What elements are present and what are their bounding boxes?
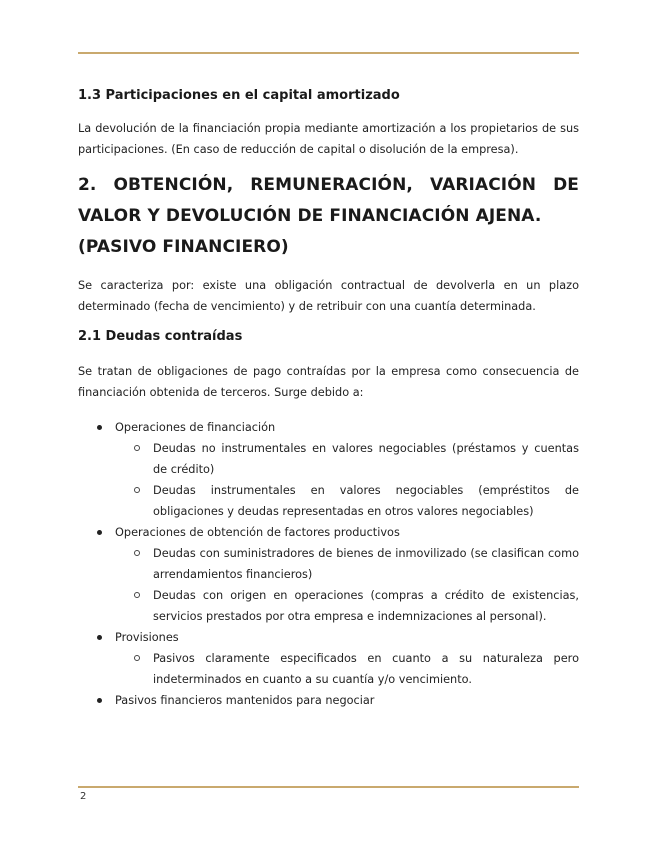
sub-list-item xyxy=(115,438,579,480)
sub-list-item xyxy=(115,648,579,690)
debt-origins-list xyxy=(78,417,579,711)
list-item-label: Provisiones xyxy=(115,631,179,644)
circle-bullet-icon xyxy=(134,550,140,556)
circle-bullet-icon xyxy=(134,655,140,661)
section-1-3-heading: 1.3 Participaciones en el capital amortizado xyxy=(78,88,400,103)
bullet-icon xyxy=(97,698,102,703)
list-item xyxy=(78,522,579,627)
bullet-icon xyxy=(97,635,102,640)
sub-list xyxy=(115,648,579,690)
section-2-heading xyxy=(78,170,579,263)
sub-list-item-text: Deudas con origen en operaciones (compras a crédito de existencias, servicios prestados por otra empresa e indemnizaciones al personal). xyxy=(153,589,579,623)
section-2-heading-main: 2. OBTENCIÓN, REMUNERACIÓN, VARIACIÓN DE VALOR Y DEVOLUCIÓN DE FINANCIACIÓN AJENA. xyxy=(78,175,579,226)
sub-list-item-text: Pasivos claramente especificados en cuanto a su naturaleza pero indeterminados en cuanto a su cuantía y/o vencimiento. xyxy=(153,652,579,686)
header-rule xyxy=(78,52,579,54)
sub-list-item xyxy=(115,543,579,585)
sub-list xyxy=(115,543,579,627)
list-item-label: Pasivos financieros mantenidos para negociar xyxy=(115,694,375,707)
section-2-1-heading: 2.1 Deudas contraídas xyxy=(78,329,243,344)
list-item-label: Operaciones de obtención de factores productivos xyxy=(115,526,400,539)
sub-list-item-text: Deudas con suministradores de bienes de inmovilizado (se clasifican como arrendamientos financieros) xyxy=(153,547,579,581)
bullet-icon xyxy=(97,530,102,535)
page-number: 2 xyxy=(80,791,87,802)
sub-list-item xyxy=(115,585,579,627)
bullet-icon xyxy=(97,425,102,430)
section-2-1-body: Se tratan de obligaciones de pago contraídas por la empresa como consecuencia de financiación obtenida de terceros. Surge debido a: xyxy=(78,365,579,399)
footer-rule xyxy=(78,786,579,788)
list-item xyxy=(78,627,579,690)
circle-bullet-icon xyxy=(134,592,140,598)
list-item xyxy=(78,417,579,522)
list-item xyxy=(78,690,579,711)
section-1-3-body: La devolución de la financiación propia mediante amortización a los propietarios de sus participaciones. (En caso de reducción de capital o disolución de la empresa). xyxy=(78,122,579,156)
sub-list-item-text: Deudas no instrumentales en valores negociables (préstamos y cuentas de crédito) xyxy=(153,442,579,476)
page-content xyxy=(78,86,579,711)
section-2-body: Se caracteriza por: existe una obligación contractual de devolverla en un plazo determinado (fecha de vencimiento) y de retribuir con una cuantía determinada. xyxy=(78,279,579,313)
sub-list-item-text: Deudas instrumentales en valores negociables (empréstitos de obligaciones y deudas representadas en otros valores negociables) xyxy=(153,484,579,518)
section-2-heading-sub: (PASIVO FINANCIERO) xyxy=(78,237,289,257)
list-item-label: Operaciones de financiación xyxy=(115,421,276,434)
sub-list-item xyxy=(115,480,579,522)
circle-bullet-icon xyxy=(134,445,140,451)
sub-list xyxy=(115,438,579,522)
circle-bullet-icon xyxy=(134,487,140,493)
